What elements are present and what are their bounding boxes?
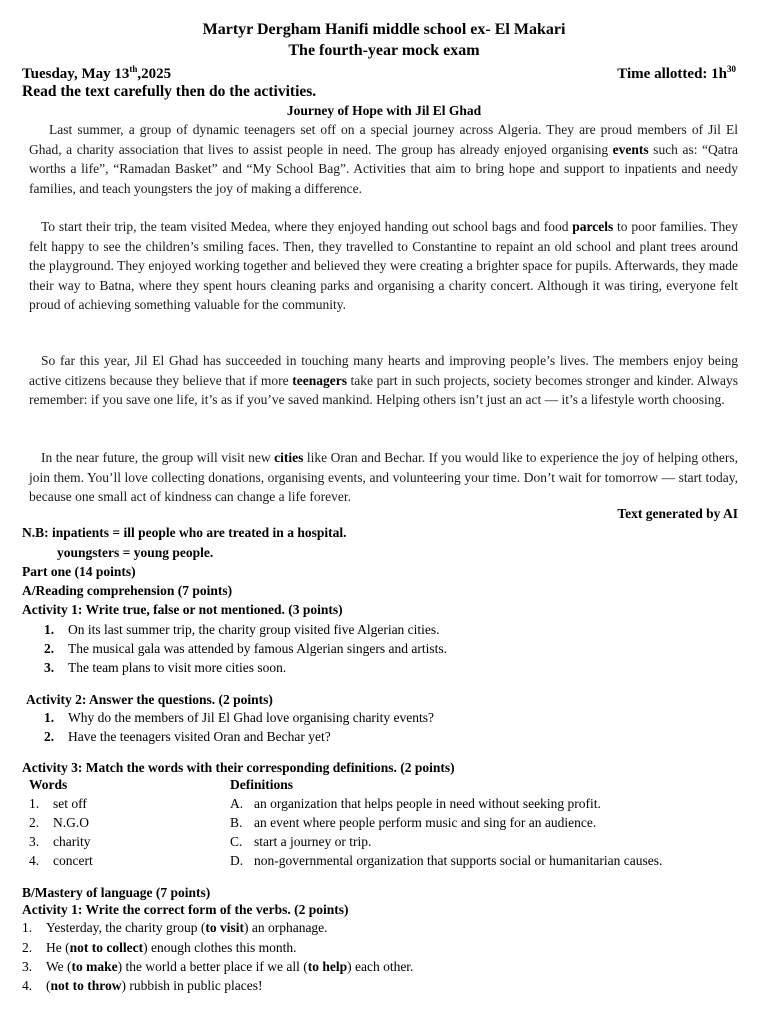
- activity-b1-title: Activity 1: Write the correct form of the verbs. (2 points): [22, 902, 349, 917]
- word-item: 3. charity: [29, 834, 91, 849]
- exam-title: The fourth-year mock exam: [288, 42, 480, 59]
- verb-item: 4. (not to throw) rubbish in public places!: [22, 978, 263, 993]
- paragraph-4: In the near future, the group will visit new cities like Oran and Bechar. If you would like to experience the joy of helping others, join them. You’ll love collecting donations, organising events, and volunteering your time. Don’t wait for tomorrow — start today, because one small act of kindness can change a life forever.: [29, 450, 738, 505]
- time-allotted: Time allotted: $1h^{30}$: [617, 64, 736, 82]
- list-item: 3. The team plans to visit more cities soon.: [44, 660, 287, 675]
- list-item: 2. The musical gala was attended by famous Algerian singers and artists.: [44, 641, 448, 656]
- words-header: Words: [29, 777, 68, 792]
- verb-item: 1. Yesterday, the charity group (to visit) an orphanage.: [22, 920, 328, 935]
- paragraph-1: Last summer, a group of dynamic teenagers set off on a special journey across Algeria. They are proud members of Jil El Ghad, a charity association that lives to assist people in need. The group has already enjoyed organising events such as: “Qatra worths a life”, “Ramadan Basket” and “My School Bag”. Activities that aim to bring hope and support to inpatients and needy families, and teach youngsters the joy of making a difference.: [29, 122, 738, 196]
- paragraph-2: To start their trip, the team visited Medea, where they enjoyed handing out school bags and food parcels to poor families. They felt happy to see the children’s smiling faces. Then, they travelled to Constantine to repaint an old school and plant trees around the playground. They enjoyed working together and believed they were creating a brighter space for pupils. Afterwards, they made their way to Batna, where they spent hours cleaning parks and organising a charity concert. Although it was tiring, everyone felt proud of achieving something valuable for the community.: [29, 219, 738, 313]
- definition-item: D. non-governmental organization that supports social or humanitarian causes.: [230, 853, 663, 868]
- exam-date: Tuesday, May 13th,2025: [22, 64, 172, 82]
- note-inpatients: N.B: inpatients = ill people who are treated in a hospital.: [22, 525, 347, 540]
- word-item: 4. concert: [29, 853, 93, 868]
- school-name: Martyr Dergham Hanifi middle school ex- El Makari: [202, 21, 566, 38]
- activity-3-title: Activity 3: Match the words with their corresponding definitions. (2 points): [22, 760, 455, 775]
- definition-item: A. an organization that helps people in need without seeking profit.: [230, 796, 601, 811]
- verb-item: 3. We (to make) the world a better place if we all (to help) each other.: [22, 959, 414, 974]
- definition-item: B. an event where people perform music and sing for an audience.: [230, 815, 597, 830]
- reading-instruction: Read the text carefully then do the activities.: [22, 83, 317, 100]
- note-youngsters: youngsters = young people.: [57, 545, 214, 560]
- definition-item: C. start a journey or trip.: [230, 834, 372, 849]
- text-title: Journey of Hope with Jil El Ghad: [286, 103, 482, 118]
- list-item: 1. On its last summer trip, the charity group visited five Algerian cities.: [44, 622, 440, 637]
- list-item: 2. Have the teenagers visited Oran and Bechar yet?: [44, 729, 331, 744]
- paragraph-3: So far this year, Jil El Ghad has succeeded in touching many hearts and improving people’s lives. The members enjoy being active citizens because they believe that if more teenagers take part in such projects, society becomes stronger and kinder. Always remember: if you save one life, it’s as if you’ve saved mankind. Helping others isn’t just an act — it’s a lifestyle worth choosing.: [29, 353, 738, 408]
- reading-section-heading: A/Reading comprehension (7 points): [22, 583, 233, 598]
- part-one-heading: Part one (14 points): [22, 564, 136, 579]
- list-item: 1. Why do the members of Jil El Ghad love organising charity events?: [44, 710, 435, 725]
- language-section-heading: B/Mastery of language (7 points): [22, 885, 211, 900]
- activity-2-title: Activity 2: Answer the questions. (2 points): [26, 692, 273, 707]
- word-item: 2. N.G.O: [29, 815, 89, 830]
- word-item: 1. set off: [29, 796, 87, 811]
- activity-1-title: Activity 1: Write true, false or not mentioned. (3 points): [22, 602, 343, 617]
- text-credit: Text generated by AI: [617, 506, 738, 521]
- definitions-header: Definitions: [230, 777, 294, 792]
- verb-item: 2. He (not to collect) enough clothes this month.: [22, 940, 297, 955]
